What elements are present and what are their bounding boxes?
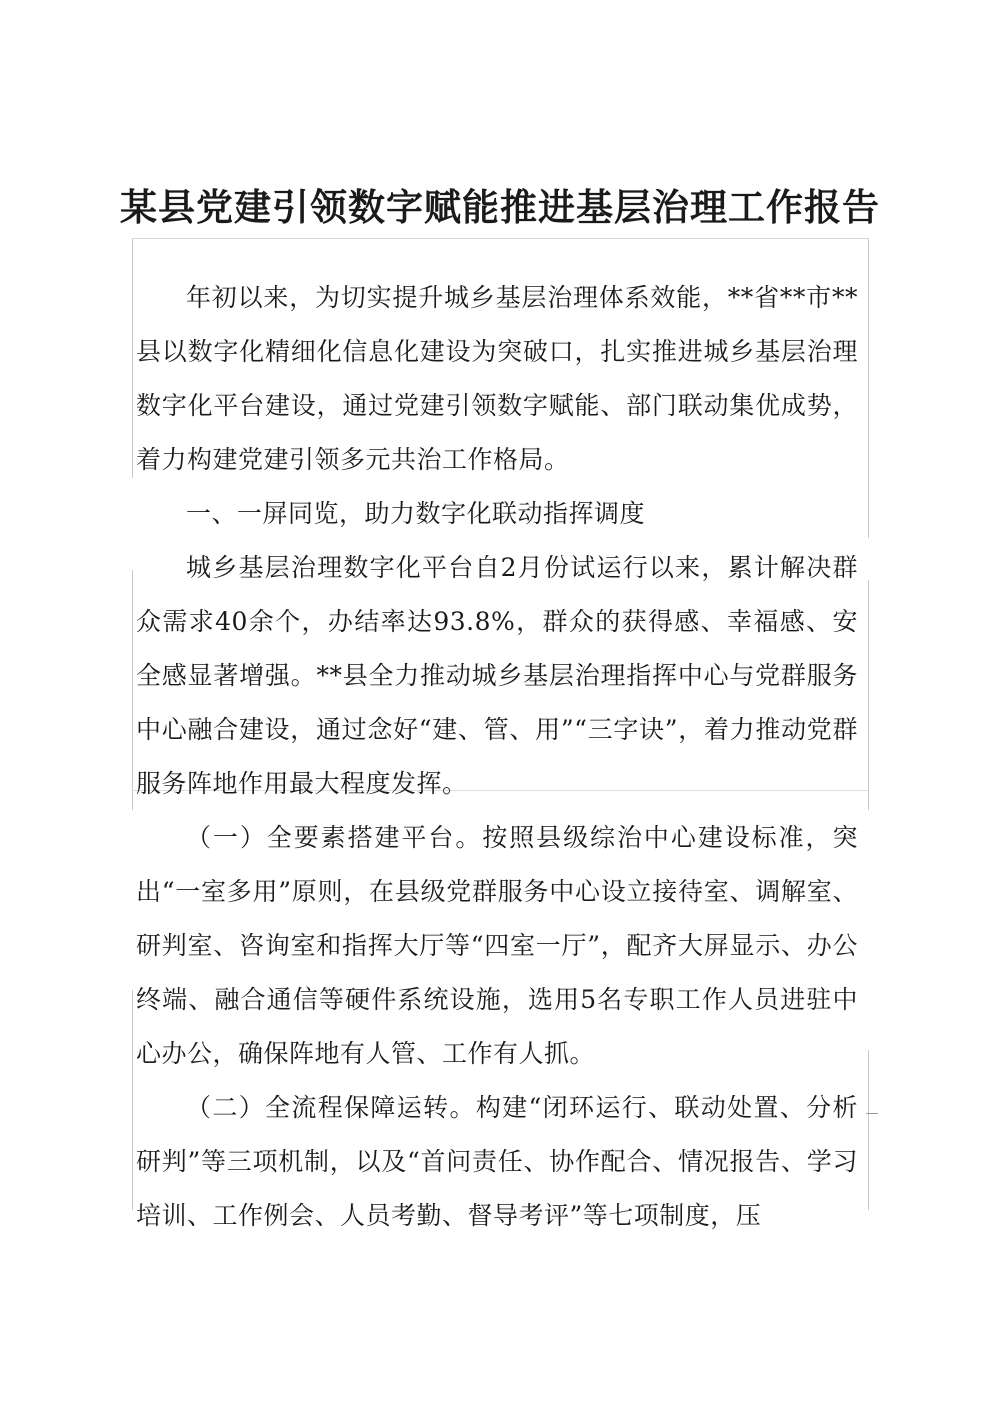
page-edge-left-1 bbox=[132, 238, 133, 478]
page-edge-right-2 bbox=[868, 580, 869, 810]
document-body bbox=[136, 271, 858, 1243]
paragraph-intro: 年初以来，为切实提升城乡基层治理体系效能，**省**市**县以数字化精细化信息化建设为突破口，扎实推进城乡基层治理数字化平台建设，通过党建引领数字赋能、部门联动集优成势，着力构建党建引领多元共治工作格局。 bbox=[136, 283, 858, 474]
document-title: 某县党建引领数字赋能推进基层治理工作报告 bbox=[120, 185, 880, 229]
section-heading-1: 一、一屏同览，助力数字化联动指挥调度 bbox=[186, 499, 646, 528]
page-edge-left-3 bbox=[132, 990, 133, 1210]
margin-mark bbox=[866, 1113, 878, 1114]
page-edge-right-1 bbox=[868, 238, 869, 538]
paragraph-section-1: 城乡基层治理数字化平台自2月份试运行以来，累计解决群众需求40余个，办结率达93.8%，群众的获得感、幸福感、安全感显著增强。**县全力推动城乡基层治理指挥中心与党群服务中心融合建设，通过念好“建、管、用”“三字诀”，着力推动党群服务阵地作用最大程度发挥。 bbox=[136, 553, 858, 798]
paragraph-item-1: （一）全要素搭建平台。按照县级综治中心建设标准，突出“一室多用”原则，在县级党群服务中心设立接待室、调解室、研判室、咨询室和指挥大厅等“四室一厅”，配齐大屏显示、办公终端、融合通信等硬件系统设施，选用5名专职工作人员进驻中心办公，确保阵地有人管、工作有人抓。 bbox=[136, 823, 858, 1068]
page-edge-left-2 bbox=[132, 570, 133, 810]
page-edge-right-3 bbox=[868, 1050, 869, 1210]
page-edge-top bbox=[132, 238, 868, 239]
paragraph-item-2: （二）全流程保障运转。构建“闭环运行、联动处置、分析研判”等三项机制，以及“首问责任、协作配合、情况报告、学习培训、工作例会、人员考勤、督导考评”等七项制度，压 bbox=[136, 1093, 858, 1230]
